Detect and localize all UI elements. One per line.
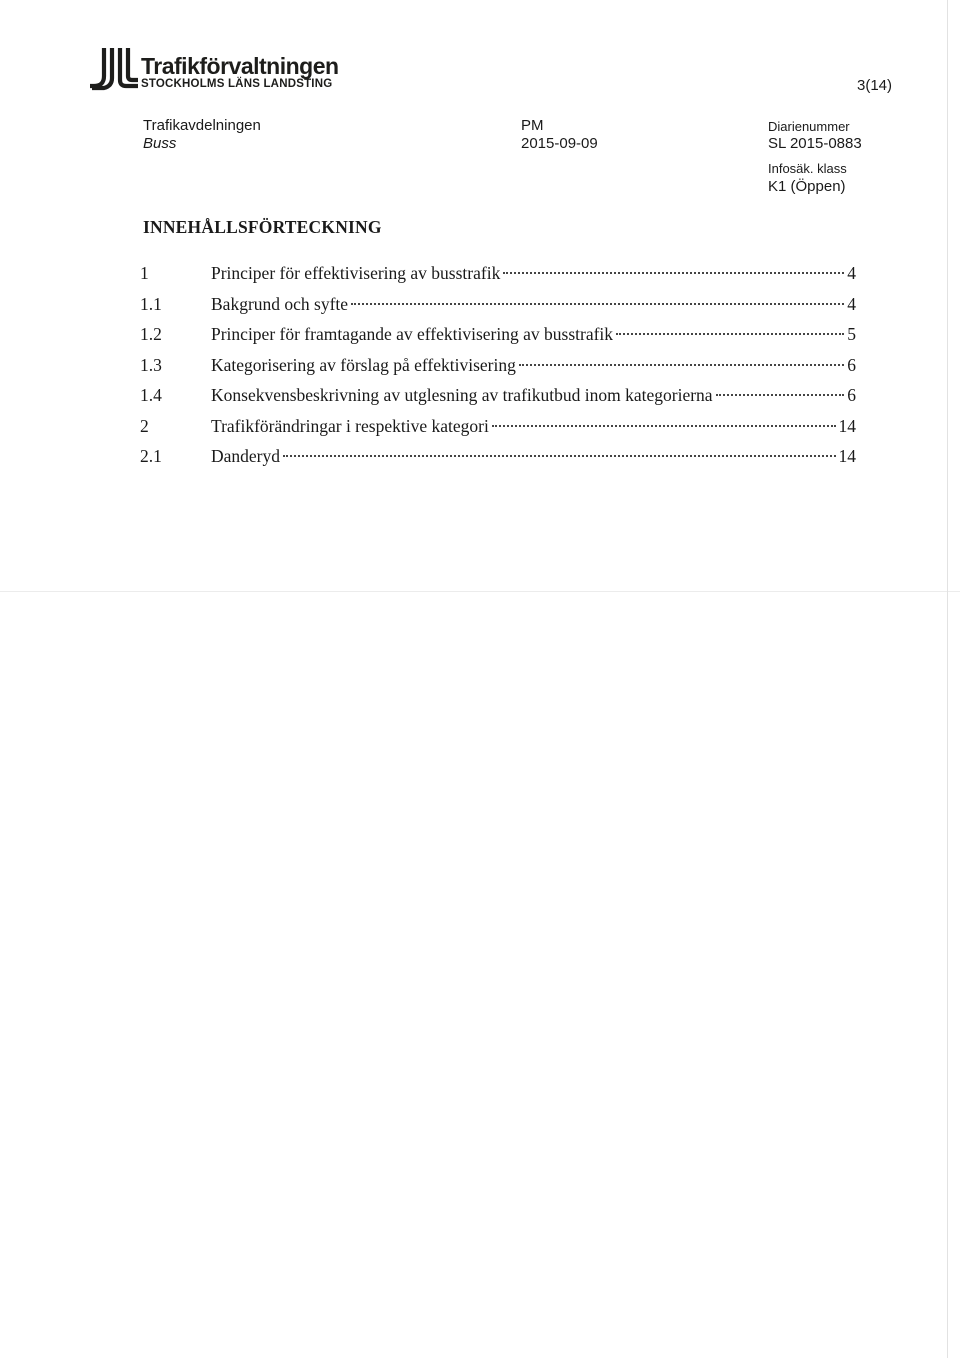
org-name: Trafikförvaltningen bbox=[141, 53, 339, 79]
diary-block bbox=[768, 117, 862, 153]
toc-entry-number: 1.4 bbox=[140, 385, 162, 405]
toc-entry[interactable] bbox=[140, 411, 856, 442]
classification-value: K1 (Öppen) bbox=[768, 178, 846, 195]
toc-entry-title: Kategorisering av förslag på effektivisering bbox=[211, 354, 516, 375]
toc-leader-dots bbox=[283, 454, 835, 457]
diary-number: SL 2015-0883 bbox=[768, 135, 862, 152]
department: Trafikavdelningen bbox=[143, 117, 261, 134]
toc-entry-title: Konsekvensbeskrivning av utglesning av trafikutbud inom kategorierna bbox=[211, 385, 713, 405]
diary-label: Diarienummer bbox=[768, 119, 850, 134]
classification-block bbox=[768, 161, 847, 196]
toc-leader-dots bbox=[519, 363, 844, 366]
toc-entry-title: Principer för effektivisering av busstrafik bbox=[211, 263, 501, 283]
toc-entry[interactable] bbox=[140, 289, 856, 320]
toc-entry-number: 1.1 bbox=[140, 293, 162, 314]
toc-title: INNEHÅLLSFÖRTECKNING bbox=[143, 217, 382, 237]
toc-leader-dots bbox=[492, 424, 836, 427]
doc-type: PM bbox=[521, 117, 544, 134]
toc-entry-page: 4 bbox=[847, 263, 856, 283]
organization-logo bbox=[88, 46, 339, 92]
doc-info-block bbox=[521, 117, 598, 153]
toc-entry-title: Principer för framtagande av effektivisering av busstrafik bbox=[211, 324, 614, 344]
toc-entry[interactable] bbox=[140, 258, 856, 289]
toc-entry-number: 2.1 bbox=[140, 446, 162, 466]
toc-leader-dots bbox=[503, 271, 844, 274]
toc-entry-title: Trafikförändringar i respektive kategori bbox=[211, 415, 489, 436]
toc-entry-page: 5 bbox=[847, 324, 856, 344]
toc-entry-title: Bakgrund och syfte bbox=[211, 293, 349, 314]
toc-leader-dots bbox=[351, 302, 844, 305]
toc-leader-dots bbox=[616, 332, 844, 335]
classification-label: Infosäk. klass bbox=[768, 161, 847, 176]
toc-entry-title: Danderyd bbox=[211, 446, 281, 466]
toc-entry[interactable] bbox=[140, 441, 856, 472]
toc-entry-page: 14 bbox=[838, 415, 856, 436]
page-number: 3(14) bbox=[857, 77, 893, 94]
doc-date: 2015-09-09 bbox=[521, 135, 598, 152]
scan-fold-line bbox=[0, 591, 960, 592]
toc-entry-page: 6 bbox=[847, 385, 856, 405]
toc-entry-page: 14 bbox=[838, 446, 856, 466]
toc-entry[interactable] bbox=[140, 380, 856, 411]
table-of-contents bbox=[140, 258, 856, 472]
toc-entry[interactable] bbox=[140, 319, 856, 350]
toc-entry-page: 4 bbox=[847, 293, 856, 314]
toc-entry-number: 1.2 bbox=[140, 324, 162, 344]
sll-logo-icon bbox=[88, 46, 140, 92]
scan-edge-line bbox=[947, 0, 948, 1358]
department-block bbox=[143, 117, 261, 153]
unit: Buss bbox=[143, 135, 177, 152]
toc-entry-number: 1.3 bbox=[140, 354, 162, 375]
toc-entry[interactable] bbox=[140, 350, 856, 381]
toc-leader-dots bbox=[716, 393, 845, 396]
toc-entry-page: 6 bbox=[847, 354, 856, 375]
org-subtitle: STOCKHOLMS LÄNS LANDSTING bbox=[141, 78, 333, 90]
toc-entry-number: 2 bbox=[140, 415, 149, 436]
toc-entry-number: 1 bbox=[140, 263, 149, 283]
